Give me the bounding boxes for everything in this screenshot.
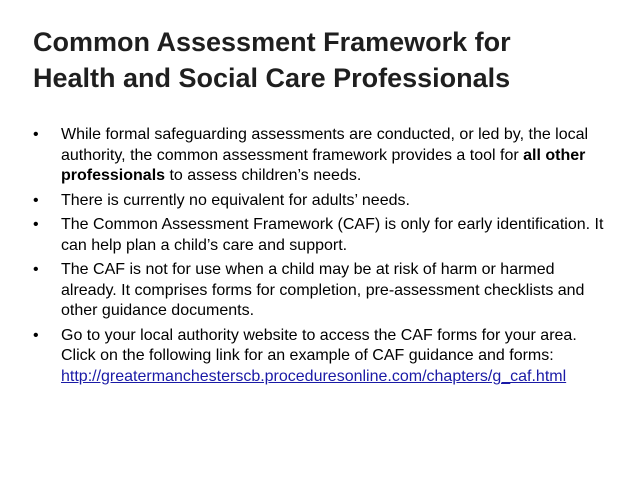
- caf-guidance-link[interactable]: http://greatermanchesterscb.proceduresonline.com/chapters/g_caf.html: [61, 367, 567, 385]
- bullet-text-4: The CAF is not for use when a child may be at risk of harm or harmed already. It comprises forms for completion, pre-assessment checklists and other guidance documents.: [61, 261, 585, 319]
- bullet-text-1a: While formal safeguarding assessments are conducted, or led by, the local authority, the common assessment framework provides a tool for: [61, 126, 589, 164]
- bullet-text-5: Go to your local authority website to access the CAF forms for your area. Click on the following link for an example of CAF guidance and forms:: [61, 326, 577, 364]
- title-line-1: Common Assessment Framework for: [33, 27, 511, 57]
- bullet-text-1b: to assess children’s needs.: [165, 167, 362, 184]
- bullet-item-3: [33, 215, 613, 256]
- bullet-item-4: [33, 260, 613, 322]
- bullet-icon: •: [33, 191, 39, 209]
- bullet-item-2: [33, 191, 613, 212]
- bullet-icon: •: [33, 326, 39, 344]
- bullet-text-2: There is currently no equivalent for adults’ needs.: [61, 191, 410, 209]
- bullet-icon: •: [33, 216, 39, 233]
- bullet-icon: •: [33, 261, 39, 278]
- bullet-item-5: [33, 326, 613, 388]
- bullet-list: [33, 125, 613, 391]
- title-line-2: Health and Social Care Professionals: [33, 63, 511, 93]
- bullet-text-1-bold: all other professionals: [61, 146, 586, 184]
- slide-title: [33, 24, 623, 96]
- bullet-item-1: [33, 125, 613, 187]
- bullet-icon: •: [33, 126, 39, 143]
- bullet-text-3: The Common Assessment Framework (CAF) is only for early identification. It can help plan a child’s care and support.: [61, 216, 604, 254]
